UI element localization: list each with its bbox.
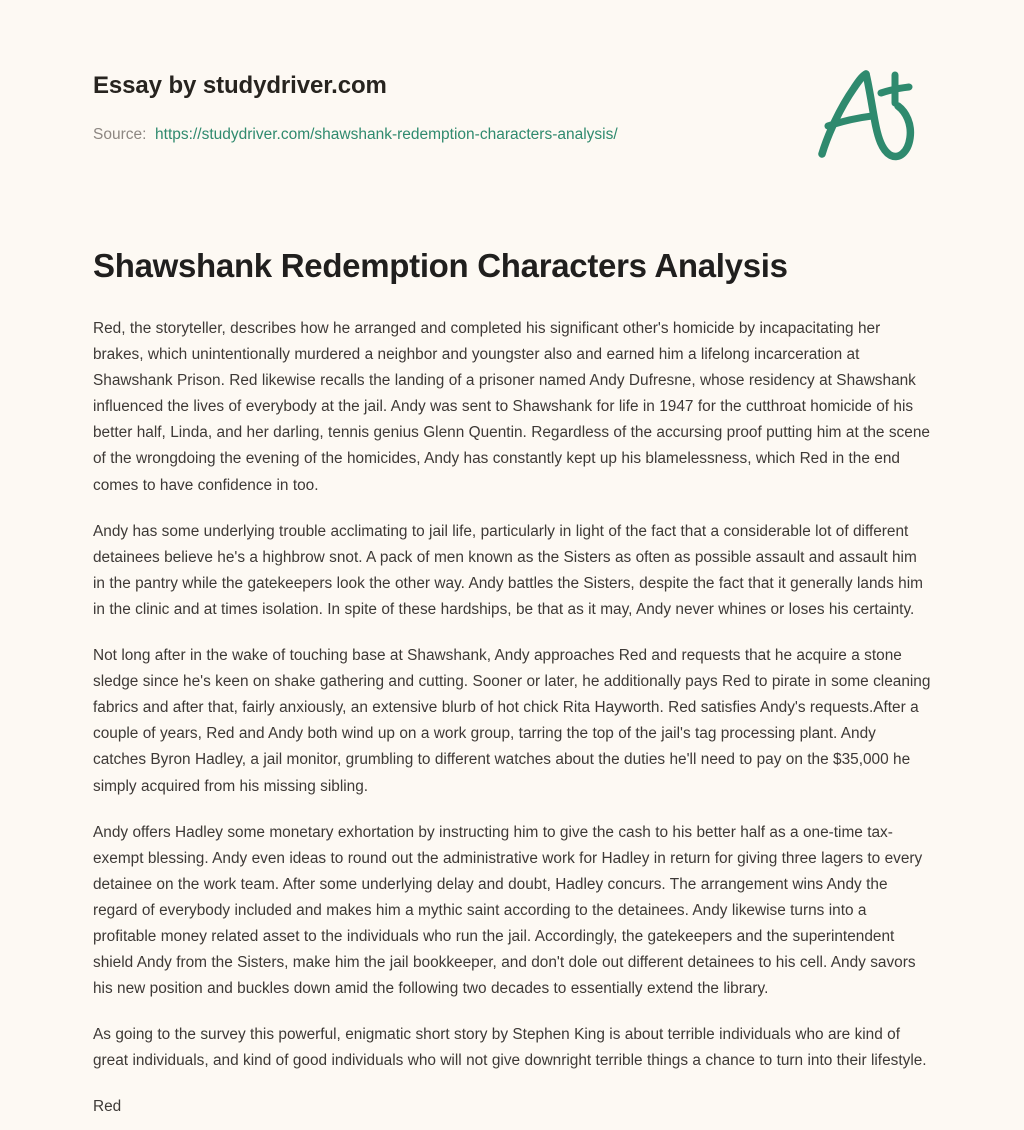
paragraph: As going to the survey this powerful, enigmatic short story by Stephen King is about terrible individuals who are kind of great individuals, and kind of good individuals who will not give downright terrible things a chance to turn into their lifestyle.	[93, 1026, 927, 1070]
source-line	[93, 126, 618, 144]
page-header	[0, 0, 1024, 200]
paragraph: Andy offers Hadley some monetary exhortation by instructing him to give the cash to his better half as a one-time tax-exempt blessing. Andy even ideas to round out the administrative work for Hadley in return for giving three lagers to every detainee on the work team. After some underlying delay and doubt, Hadley concurs. The arrangement wins Andy the regard of everybody included and makes him a mythic saint according to the detainees. Andy likewise turns into a profitable money related asset to the individuals who run the jail. Accordingly, the gatekeepers and the superintendent shield Andy from the Sisters, make him the jail bookkeeper, and don't dole out different detainees to his cell. Andy savors his new position and buckles down amid the following two decades to essentially extend the library.	[93, 823, 923, 998]
brand-byline: Essay by studydriver.com	[93, 72, 387, 99]
paragraph: Red	[93, 1098, 122, 1116]
studydriver-a-plus-logo[interactable]	[806, 62, 924, 166]
paragraph: Not long after in the wake of touching base at Shawshank, Andy approaches Red and requests that he acquire a stone sledge since he's keen on shake gathering and cutting. Sooner or later, he additionally pays Red to pirate in some cleaning fabrics and after that, fairly anxiously, an extensive blurb of hot chick Rita Hayworth. Red satisfies Andy's requests.After a couple of years, Red and Andy both wind up on a work group, tarring the top of the jail's tag processing plant. Andy catches Byron Hadley, a jail monitor, grumbling to different watches about the duties he'll need to pay on the $35,000 he simply acquired from his missing sibling.	[93, 647, 931, 795]
a-plus-logo-icon	[806, 62, 924, 166]
paragraph: Red, the storyteller, describes how he arranged and completed his significant other's homicide by incapacitating her brakes, which unintentionally murdered a neighbor and youngster also and earned him a lifelong incarceration at Shawshank Prison. Red likewise recalls the landing of a prisoner named Andy Dufresne, whose residency at Shawshank influenced the lives of everybody at the jail. Andy was sent to Shawshank for life in 1947 for the cutthroat homicide of his better half, Linda, and her darling, tennis genius Glenn Quentin. Regardless of the accursing proof putting him at the scene of the wrongdoing the evening of the homicides, Andy has constantly kept up his blamelessness, which Red in the end comes to have confidence in too.	[93, 320, 930, 494]
paragraph: Andy has some underlying trouble acclimating to jail life, particularly in light of the fact that a considerable lot of different detainees believe he's a highbrow snot. A pack of men known as the Sisters as often as possible assault and assault him in the pantry while the gatekeepers look the other way. Andy battles the Sisters, despite the fact that it generally lands him in the clinic and at times isolation. In spite of these hardships, be that as it may, Andy never whines or loses his certainty.	[93, 522, 923, 618]
essay-body	[93, 316, 933, 1121]
page-title: Shawshank Redemption Characters Analysis	[93, 247, 788, 284]
source-label: Source:	[93, 126, 147, 143]
source-url-link[interactable]: https://studydriver.com/shawshank-redemption-characters-analysis/	[155, 126, 618, 143]
